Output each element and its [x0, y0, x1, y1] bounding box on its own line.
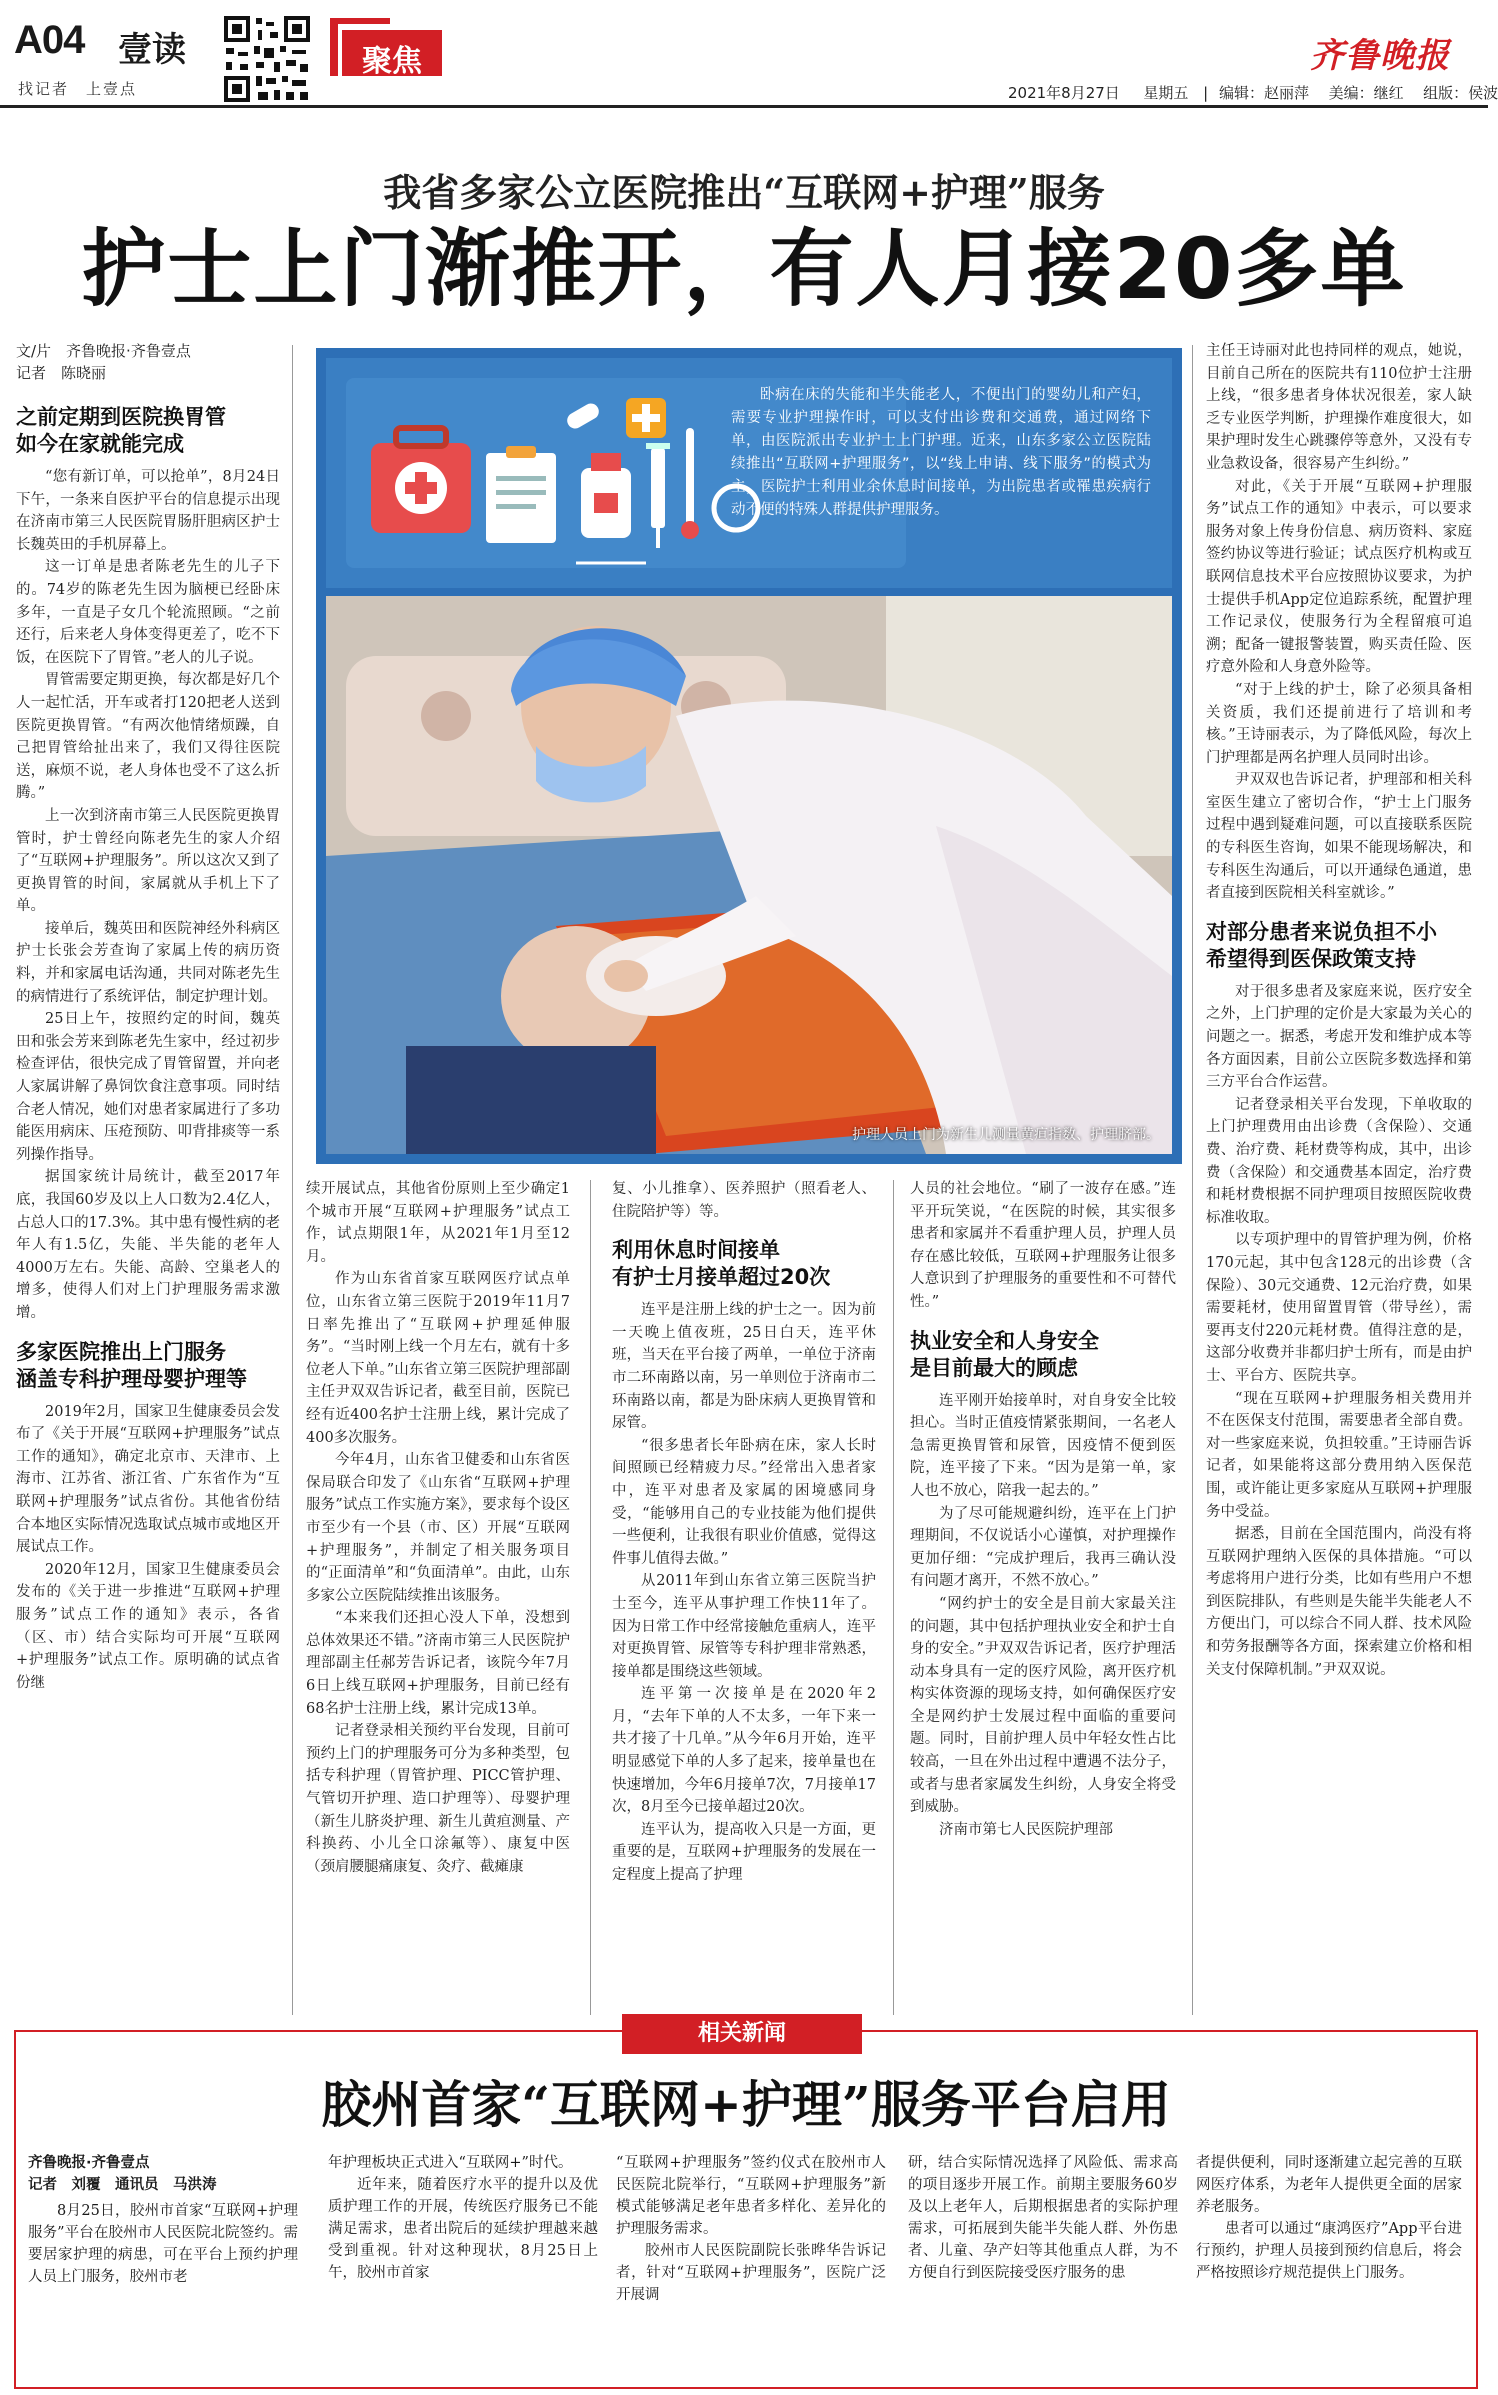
related-credit-2: 记者 刘覆 通讯员 马洪涛 — [28, 2177, 217, 2193]
editor-credit: 编辑：赵丽萍 — [1219, 84, 1310, 102]
issue-weekday: 星期五 — [1143, 84, 1189, 102]
column-divider — [893, 1180, 894, 2015]
paragraph: 连平刚开始接单时，对自身安全比较担心。当时正值疫情紧张期间，一名老人急需更换胃管和尿管，因疫情不便到医院，连平接了下来。“因为是第一单，家人也不放心，陪我一起去的。” — [910, 1392, 1176, 1499]
column-4 — [910, 1178, 1176, 1841]
paragraph: 据国家统计局统计，截至2017年底，我国60岁及以上人口数为2.4亿人，占总人口的17.3%。其中患有慢性病的老年人有1.5亿，失能、半失能的老年人4000万左右。失能、高龄、空巢老人的增多，使得人们对上门护理服务需求激增。 — [16, 1169, 280, 1321]
infographic — [326, 358, 1172, 588]
related-news-title: 胶州首家“互联网+护理”服务平台启用 — [321, 2075, 1171, 2134]
paragraph: “现在互联网+护理服务相关费用并不在医保支付范围，需要患者全部自费。对一些家庭来说，负担较重。”王诗丽告诉记者，如果能将这部分费用纳入医保范围，或许能让更多家庭从互联网+护理服务中受益。 — [1206, 1390, 1472, 1520]
paragraph: 近年来，随着医疗水平的提升以及优质护理工作的开展，传统医疗服务已不能满足需求，患者出院后的延续护理越来越受到重视。针对这种现状，8月25日上午，胶州市首家 — [328, 2177, 598, 2281]
paragraph: “您有新订单，可以抢单”，8月24日下午，一条来自医护平台的信息提示出现在济南市第三人民医院胃肠肝胆病区护士长魏英田的手机屏幕上。 — [16, 469, 280, 553]
paragraph: 患者可以通过“康鸿医疗”App平台进行预约，护理人员接到预约信息后，将会严格按照诊疗规范提供上门服务。 — [1196, 2221, 1462, 2281]
paragraph: 以专项护理中的胃管护理为例，价格170元起，其中包含128元的出诊费（含保险）、30元交通费、12元治疗费，如果需要耗材，使用留置胃管（带导丝），需要再支付220元耗材费。值得注意的是，这部分收费并非都归护士所有，而是由护士、平台方、医院共享。 — [1206, 1232, 1472, 1384]
proof-credit: 组版：侯波 — [1423, 84, 1498, 102]
paragraph: 尹双双也告诉记者，护理部和相关科室医生建立了密切合作，“护士上门服务过程中遇到疑难问题，可以直接联系医院的专科医生咨询，如果不能现场解决，和专科医生沟通后，可以开通绿色通道，患者直接到医院相关科室就诊。” — [1206, 772, 1472, 902]
column-divider — [590, 1180, 591, 2015]
masthead — [0, 0, 1498, 110]
paragraph: 8月25日，胶州市首家“互联网+护理服务”平台在胶州市人民医院北院签约。需要居家护理的病患，可在平台上预约护理人员上门服务，胶州市老 — [28, 2203, 298, 2285]
paragraph: 研，结合实际情况选择了风险低、需求高的项目逐步开展工作。前期主要服务60岁及以上老年人，后期根据患者的实际护理需求，可拓展到失能半失能人群、外伤患者、儿童、孕产妇等其他重点人群，为不方便自行到医院接受医疗服务的患 — [908, 2155, 1178, 2281]
related-column-1 — [28, 2152, 298, 2288]
column-divider — [292, 345, 293, 2015]
byline-1: 文/片 齐鲁晚报·齐鲁壹点 — [16, 342, 191, 360]
column-2 — [306, 1178, 570, 1878]
paragraph: 连平第一次接单是在2020年2月，“去年下单的人不太多，一年下来一共才接了十几单。”从今年6月开始，连平明显感觉下单的人多了起来，接单量也在快速增加，今年6月接单7次，7月接单17次，8月至今已接单超过20次。 — [612, 1686, 876, 1816]
paragraph: 年护理板块正式进入“互联网+”时代。 — [328, 2155, 573, 2171]
paragraph: 胶州市人民医院副院长张晔华告诉记者，针对“互联网+护理服务”，医院广泛开展调 — [616, 2243, 886, 2303]
related-column-2 — [328, 2152, 598, 2284]
paragraph: 连平是注册上线的护士之一。因为前一天晚上值夜班，25日白天，连平休班，当天在平台接了两单，一单位于济南市二环南路以南，另一单则位于济南市二环南路以南，都是为卧床病人更换胃管和尿管。 — [612, 1302, 876, 1432]
paragraph: 为了尽可能规避纠纷，连平在上门护理期间，不仅说话小心谨慎，对护理操作更加仔细：“完成护理后，我再三确认没有问题才离开，不然不放心。” — [910, 1505, 1176, 1590]
qr-code-icon — [222, 14, 312, 104]
art-credit: 美编：继红 — [1328, 84, 1404, 102]
masthead-rule — [0, 105, 1488, 108]
subheading-5: 对部分患者来说负担不小 希望得到医保政策支持 — [1206, 919, 1437, 971]
related-news-tag: 相关新闻 — [622, 2014, 862, 2054]
byline-2: 记者 陈晓丽 — [16, 364, 107, 382]
subheading-1: 之前定期到医院换胃管 如今在家就能完成 — [16, 405, 226, 456]
paragraph: 作为山东省首家互联网医疗试点单位，山东省立第三医院于2019年11月7日率先推出了“互联网+护理延伸服务”。“当时刚上线一个月左右，就有十多位老人下单。”山东省立第三医院护理部副主任尹双双告诉记者，截至目前，医院已经有近400名护士注册上线，累计完成了400多次服务。 — [306, 1271, 570, 1446]
slogan: 找记者 上壹点 — [18, 80, 138, 98]
paragraph: 者提供便利，同时逐渐建立起完善的互联网医疗体系，为老年人提供更全面的居家养老服务。 — [1196, 2155, 1462, 2215]
paragraph: 胃管需要定期更换，每次都是好几个人一起忙活，开车或者打120把老人送到医院更换胃管。“有两次他情绪烦躁，自己把胃管给扯出来了，我们又得往医院送，麻烦不说，老人身体也受不了这么折腾。” — [16, 672, 280, 802]
paragraph: 据悉，目前在全国范围内，尚没有将互联网护理纳入医保的具体措施。“可以考虑将用户进行分类，比如有些用户不想到医院排队，有些则是失能半失能老人不方便出门，可以综合不同人群、技术风险和劳务报酬等各方面，探索建立价格和相关支付保障机制。”尹双双说。 — [1206, 1526, 1472, 1678]
paragraph: 记者登录相关平台发现，下单收取的上门护理费用由出诊费（含保险）、交通费、治疗费、耗材费等构成，其中，出诊费（含保险）和交通费基本固定，治疗费和耗材费根据不同护理项目按照医院收费标准收取。 — [1206, 1096, 1472, 1226]
paragraph: 25日上午，按照约定的时间，魏英田和张会芳来到陈老先生家中，经过初步检查评估，很快完成了胃管留置，并向老人家属讲解了鼻饲饮食注意事项。同时结合老人情况，她们对患者家属进行了多功能医用病床、压疮预防、叩背排痰等一系列操作指导。 — [16, 1011, 280, 1163]
column-1 — [16, 340, 280, 1694]
paragraph: 连平认为，提高收入只是一方面，更重要的是，互联网+护理服务的发展在一定程度上提高了护理 — [612, 1821, 876, 1884]
section-name: 壹读 — [118, 30, 186, 70]
column-3 — [612, 1178, 876, 1887]
column-divider — [1192, 345, 1193, 2015]
issue-date: 2021年8月27日 — [1008, 84, 1120, 102]
paragraph: 主任王诗丽对此也持同样的观点，她说，目前自己所在的医院共有110位护士注册上线，“很多患者身体状况很差，家人缺乏专业医学判断，护理操作难度很大，如果护理时发生心跳骤停等意外，又没有专业急救设备，很容易产生纠纷。” — [1206, 343, 1472, 472]
related-column-3 — [616, 2152, 886, 2306]
paragraph: “互联网+护理服务”签约仪式在胶州市人民医院北院举行，“互联网+护理服务”新模式能够满足老年患者多样化、差异化的护理服务需求。 — [616, 2155, 886, 2237]
paragraph: 人员的社会地位。“刷了一波存在感。”连平开玩笑说，“在医院的时候，其实很多患者和家属并不看重护理人员，护理人员存在感比较低，互联网+护理服务让很多人意识到了护理服务的重要性和不可替代性。” — [910, 1181, 1176, 1310]
infographic-text: 卧病在床的失能和半失能老人，不便出门的婴幼儿和产妇，需要专业护理操作时，可以支付出诊费和交通费，通过网络下单，由医院派出专业护士上门护理。近来，山东多家公立医院陆续推出“互联网+护理服务”，以“线上申请、线下服务”的模式为主，医院护士利用业余休息时间接单，为出院患者或罹患疾病行动不便的特殊人群提供护理服务。 — [731, 387, 1151, 518]
paragraph: 复、小儿推拿）、医养照护（照看老人、住院陪护等）等。 — [612, 1181, 876, 1220]
related-column-5 — [1196, 2152, 1462, 2284]
masthead-info: 2021年8月27日 星期五 | 编辑：赵丽萍 美编：继红 组版：侯波 — [1008, 84, 1498, 102]
related-credit-1: 齐鲁晚报·齐鲁壹点 — [28, 2155, 150, 2171]
paragraph: 记者登录相关预约平台发现，目前可预约上门的护理服务可分为多种类型，包括专科护理（胃管护理、PICC管护理、气管切开护理、造口护理等）、母婴护理（新生儿脐炎护理、新生儿黄疸测量、产科换药、小儿全口涂氟等）、康复中医（颈肩腰腿痛康复、灸疗、截瘫康 — [306, 1723, 570, 1875]
paragraph: “对于上线的护士，除了必须具备相关资质，我们还提前进行了培训和考核。”王诗丽表示，为了降低风险，每次上门护理都是两名护理人员同时出诊。 — [1206, 681, 1472, 766]
paragraph: 2019年2月，国家卫生健康委员会发布了《关于开展“互联网+护理服务”试点工作的通知》，确定北京市、天津市、上海市、江苏省、浙江省、广东省作为“互联网+护理服务”试点省份。其他省份结合本地区实际情况选取试点城市或地区开展试点工作。 — [16, 1403, 280, 1556]
paragraph: 续开展试点，其他省份原则上至少确定1个城市开展“互联网+护理服务”试点工作，试点期限1年，从2021年1月至12月。 — [306, 1181, 570, 1265]
paragraph: 接单后，魏英田和医院神经外科病区护士长张会芳查询了家属上传的病历资料，并和家属电话沟通，共同对陈老先生的病情进行了系统评估，制定护理计划。 — [16, 920, 280, 1005]
section-tag-label: 聚焦 — [362, 44, 422, 79]
paragraph: 从2011年到山东省立第三医院当护士至今，连平从事护理工作快11年了。因为日常工作中经常接触危重病人，连平对更换胃管、尿管等专科护理非常熟悉，接单都是围绕这些领域。 — [612, 1573, 876, 1680]
related-column-4 — [908, 2152, 1178, 2284]
paragraph: 对此，《关于开展“互联网+护理服务”试点工作的通知》中表示，可以要求服务对象上传身份信息、病历资料、家庭签约协议等进行验证；试点医疗机构或互联网信息技术平台应按照协议要求，为护士提供手机App定位追踪系统，配置护理工作记录仪，使服务行为全程留痕可追溯；配备一键报警装置，购买责任险、医疗意外险和人身意外险等。 — [1206, 478, 1472, 676]
newspaper-logo: 齐鲁晚报 — [1310, 36, 1450, 76]
nurse-photo — [326, 596, 1172, 1154]
paragraph: 2020年12月，国家卫生健康委员会发布的《关于进一步推进“互联网+护理服务”试点工作的通知》表示，各省（区、市）结合实际均可开展“互联网+护理服务”试点工作。原明确的试点省份继 — [16, 1561, 280, 1691]
section-tag — [330, 10, 480, 79]
paragraph: “网约护士的安全是目前大家最关注的问题，其中包括护理执业安全和护士自身的安全。”尹双双告诉记者，医疗护理活动本身具有一定的医疗风险，离开医疗机构实体资源的现场支持，如何确保医疗安全是网约护士发展过程中面临的重要问题。同时，目前护理人员中年轻女性占比较高，一旦在外出过程中遭遇不法分子，或者与患者家属发生纠纷，人身安全将受到威胁。 — [910, 1595, 1176, 1816]
paragraph: 对于很多患者及家庭来说，医疗安全之外，上门护理的定价是大家最为关心的问题之一。据悉，考虑开发和维护成本等各方面因素，目前公立医院多数选择和第三方平台合作运营。 — [1206, 983, 1472, 1091]
related-news-box — [14, 2021, 1478, 2389]
paragraph: 济南市第七人民医院护理部 — [939, 1821, 1113, 1838]
paragraph: “本来我们还担心没人下单，没想到总体效果还不错。”济南市第三人民医院护理部副主任郝芳告诉记者，该院今年7月6日上线互联网+护理服务，目前已经有68名护士注册上线，累计完成13单。 — [306, 1610, 570, 1717]
paragraph: 今年4月，山东省卫健委和山东省医保局联合印发了《山东省“互联网+护理服务”试点工作实施方案》，要求每个设区市至少有一个县（市、区）开展“互联网+护理服务”，并制定了相关服务项目的“正面清单”和“负面清单”。由此，山东多家公立医院陆续推出该服务。 — [306, 1452, 570, 1604]
feature-image-frame — [316, 348, 1182, 1164]
photo-caption: 护理人员上门为新生儿测量黄疸指数、护理脐部。 — [852, 1127, 1160, 1143]
subheading-4: 执业安全和人身安全 是目前最大的顾虑 — [910, 1328, 1099, 1380]
headline-kicker: 我省多家公立医院推出“互联网+护理”服务 — [383, 170, 1105, 215]
paragraph: “很多患者长年卧病在床，家人长时间照顾已经精疲力尽。”经常出入患者家中，连平对患者及家属的困境感同身受，“能够用自己的专业技能为他们提供一些便利，让我很有职业价值感，觉得这件事儿值得去做。” — [612, 1437, 876, 1567]
subheading-2: 多家医院推出上门服务 涵盖专科护理母婴护理等 — [16, 1339, 247, 1391]
paragraph: 这一订单是患者陈老先生的儿子下的。74岁的陈老先生因为脑梗已经卧床多年，一直是子女几个轮流照顾。“之前还行，后来老人身体变得更差了，吃不下饭，在医院下了胃管。”老人的儿子说。 — [16, 559, 280, 666]
subheading-3: 利用休息时间接单 有护士月接单超过20次 — [612, 1238, 831, 1290]
page-number: A04 — [14, 18, 85, 62]
column-5 — [1206, 340, 1472, 1681]
paragraph: 上一次到济南市第三人民医院更换胃管时，护士曾经向陈老先生的家人介绍了“互联网+护理服务”。所以这次又到了更换胃管的时间，家属就从手机上下了单。 — [16, 807, 280, 915]
headline-title: 护士上门渐推开，有人月接20多单 — [81, 220, 1407, 318]
